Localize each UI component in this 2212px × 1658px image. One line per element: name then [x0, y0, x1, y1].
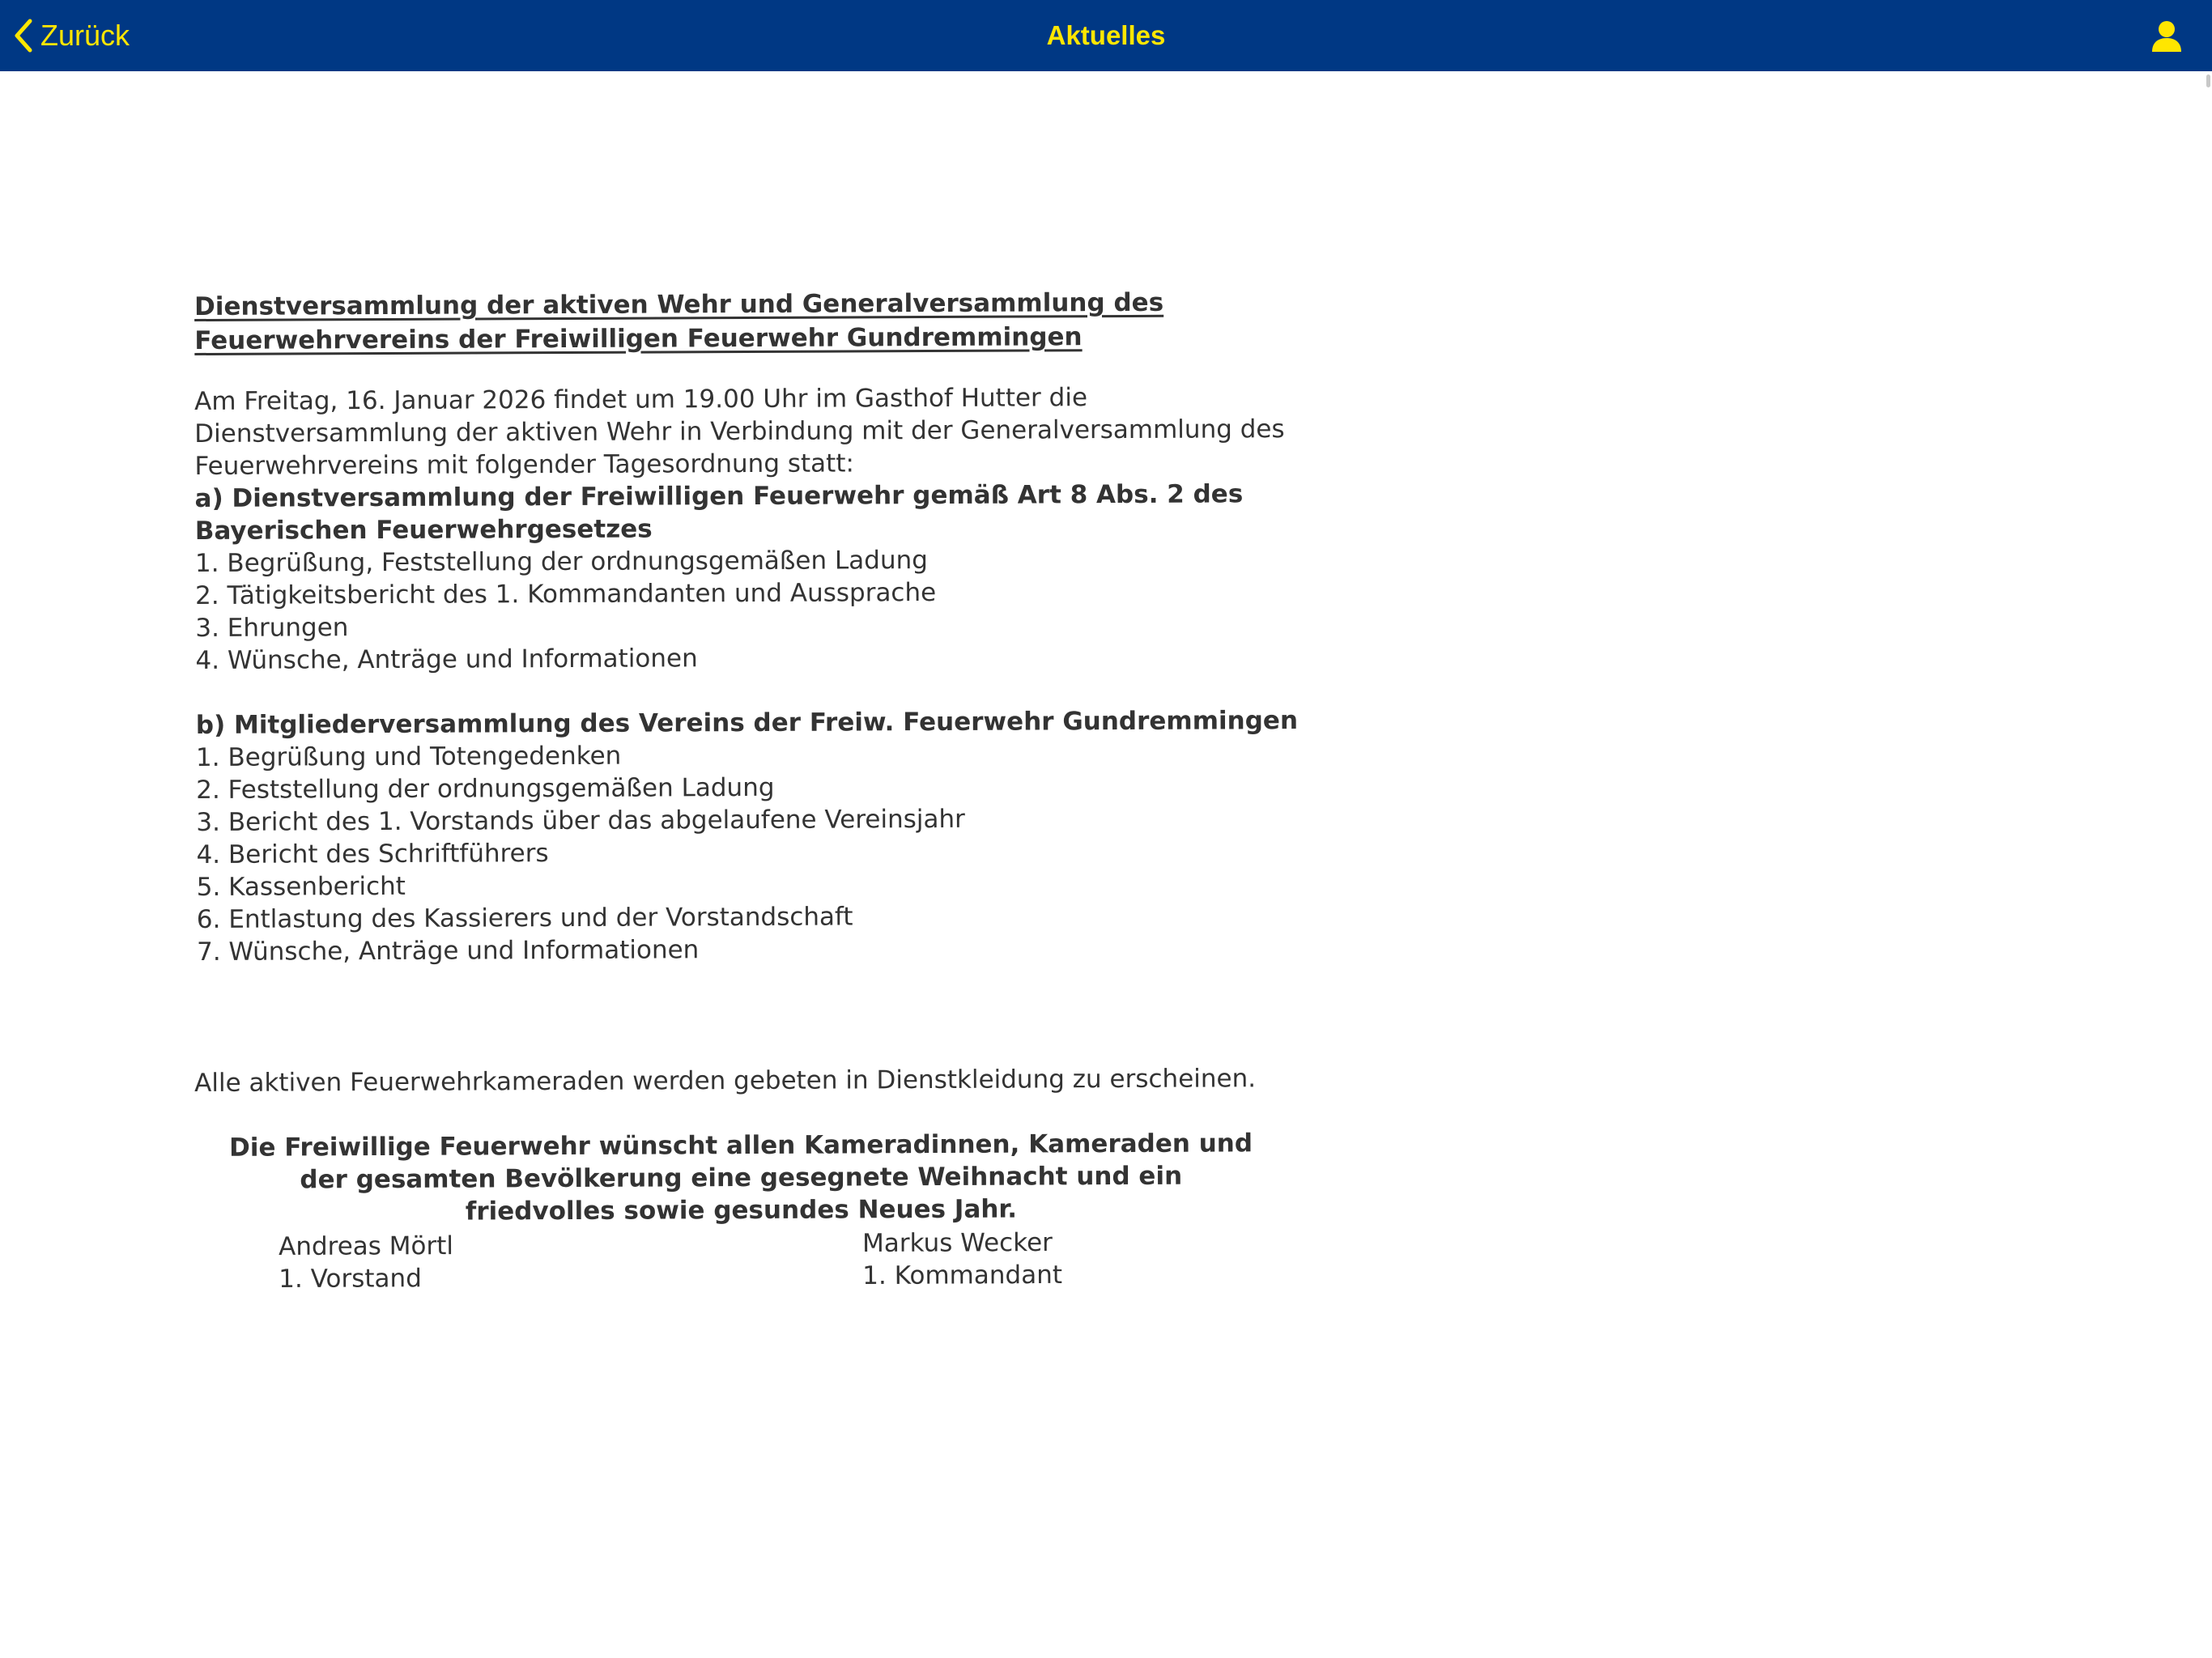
profile-button[interactable] — [2149, 18, 2184, 53]
wishes-line-3: friedvolles sowie gesundes Neues Jahr. — [465, 1194, 1018, 1226]
page-title: Aktuelles — [1046, 20, 1166, 50]
document-body — [194, 380, 1330, 968]
holiday-wishes — [194, 1127, 1288, 1229]
list-item: 3. Bericht des 1. Vorstands über das abgelaufene Vereinsjahr — [196, 804, 965, 837]
signature-left — [279, 1230, 453, 1295]
document-heading — [194, 285, 1247, 358]
chevron-left-icon — [13, 18, 34, 53]
list-item: 5. Kassenbericht — [196, 871, 406, 902]
section-a-title-2: Bayerischen Feuerwehrgesetzes — [194, 514, 653, 546]
list-item: 3. Ehrungen — [195, 613, 349, 643]
signature-role: 1. Kommandant — [862, 1260, 1063, 1290]
wishes-line-2: der gesamten Bevölkerung eine gesegnete Weihnacht und ein — [300, 1161, 1183, 1195]
document-view — [0, 71, 2212, 1658]
list-item: 1. Begrüßung und Totengedenken — [195, 741, 622, 772]
intro-line-1: Am Freitag, 16. Januar 2026 findet um 19.00 Uhr im Gasthof Hutter die — [194, 383, 1088, 416]
heading-line-2: Feuerwehrvereins der Freiwilligen Feuerwehr Gundremmingen — [194, 322, 1083, 355]
heading-line-1: Dienstversammlung der aktiven Wehr und Generalversammlung des — [194, 287, 1164, 321]
list-item: 2. Tätigkeitsbericht des 1. Kommandanten und Aussprache — [195, 578, 937, 610]
list-item: 4. Bericht des Schriftführers — [196, 839, 549, 869]
list-item: 2. Feststellung der ordnungsgemäßen Ladung — [196, 772, 775, 805]
intro-line-3: Feuerwehrvereins mit folgender Tagesordnung statt: — [194, 449, 854, 481]
section-a-title-1: a) Dienstversammlung der Freiwilligen Feuerwehr gemäß Art 8 Abs. 2 des — [194, 479, 1244, 513]
section-b-title: b) Mitgliederversammlung des Vereins der Freiw. Feuerwehr Gundremmingen — [195, 706, 1299, 740]
back-button[interactable] — [13, 0, 130, 71]
signature-name: Andreas Mörtl — [279, 1231, 454, 1261]
intro-line-2: Dienstversammlung der aktiven Wehr in Verbindung mit der Generalversammlung des — [194, 414, 1285, 449]
list-item: 7. Wünsche, Anträge und Informationen — [196, 935, 700, 967]
closing-text: Alle aktiven Feuerwehrkameraden werden gebeten in Dienstkleidung zu erscheinen. — [194, 1064, 1257, 1098]
list-item: 6. Entlastung des Kassierers und der Vorstandschaft — [196, 902, 853, 934]
back-label: Zurück — [40, 19, 130, 52]
wishes-line-1: Die Freiwillige Feuerwehr wünscht allen Kameradinnen, Kameraden und — [229, 1129, 1253, 1163]
person-icon — [2149, 18, 2184, 53]
navigation-bar — [0, 0, 2212, 71]
signature-role: 1. Vorstand — [279, 1264, 422, 1294]
list-item: 1. Begrüßung, Feststellung der ordnungsgemäßen Ladung — [194, 546, 928, 578]
signature-right — [862, 1226, 1062, 1292]
list-item: 4. Wünsche, Anträge und Informationen — [195, 644, 698, 675]
signature-name: Markus Wecker — [862, 1227, 1053, 1258]
